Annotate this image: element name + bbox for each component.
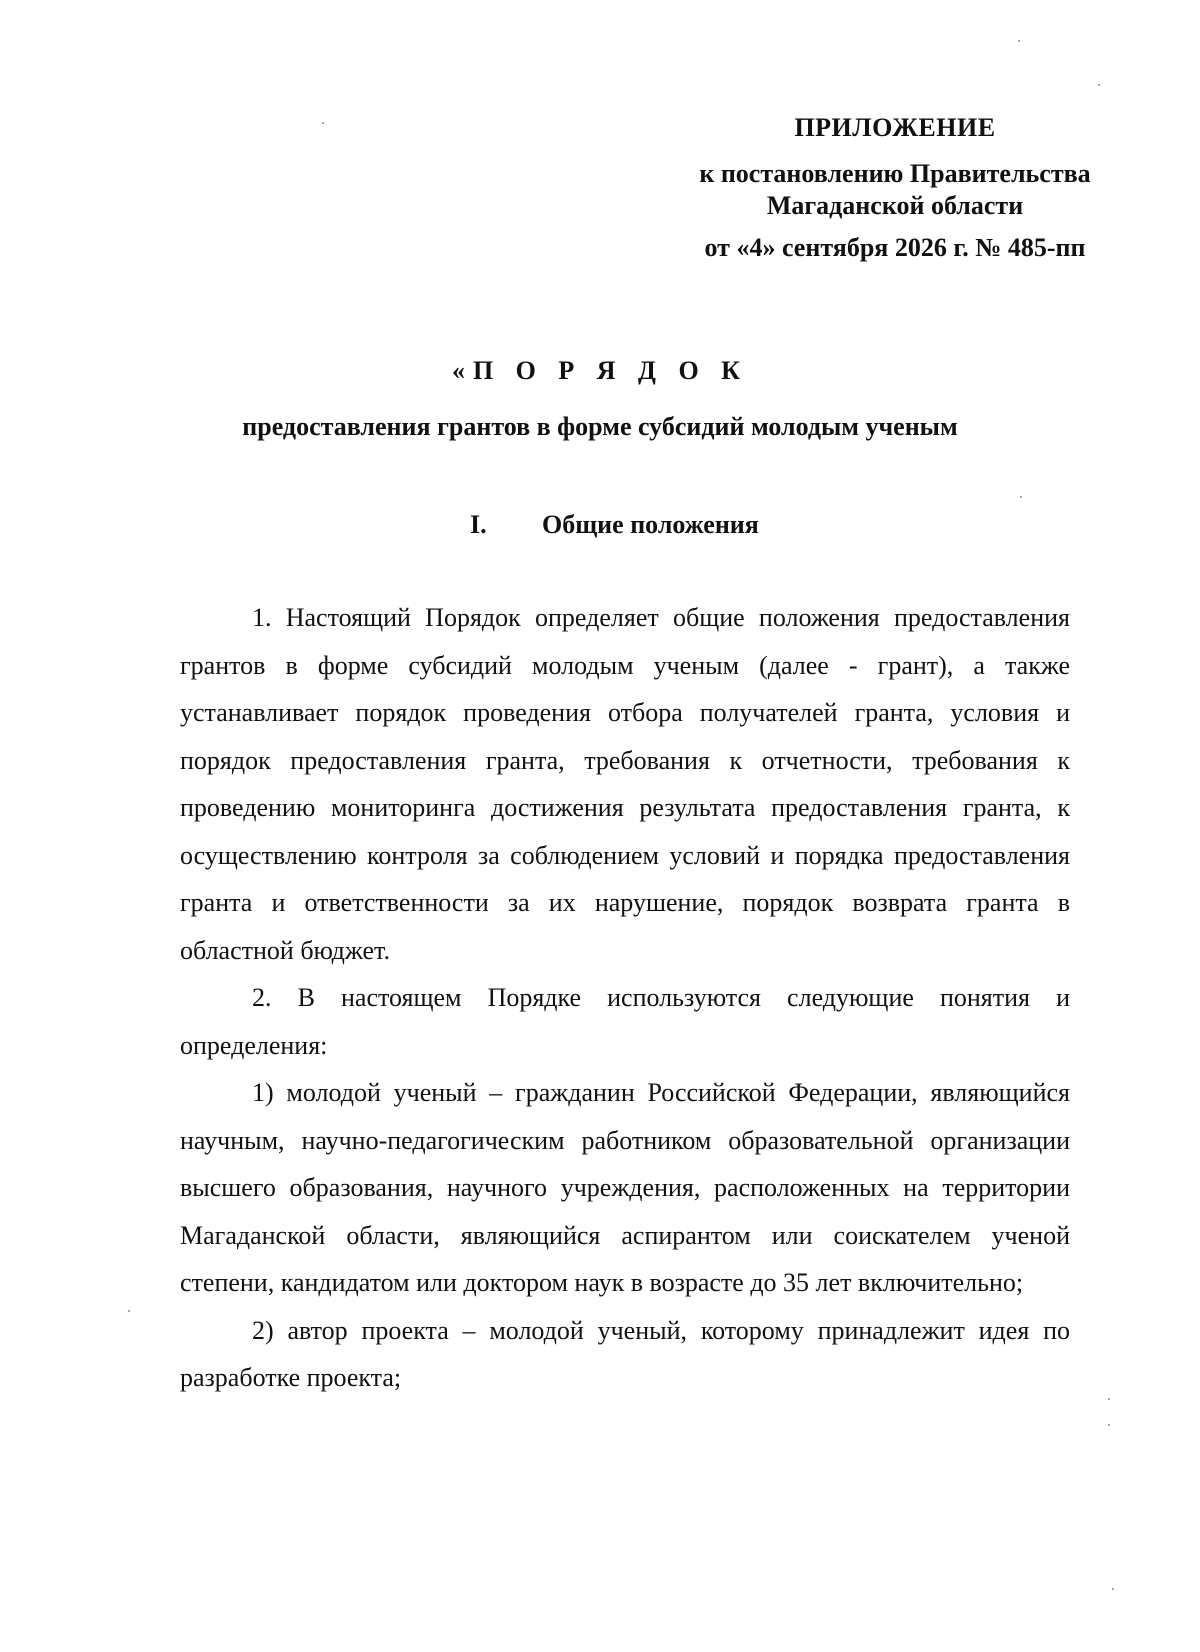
- body-text: [180, 594, 1070, 1402]
- scan-speck: [1020, 496, 1022, 498]
- paragraph-2-item-2: 2) автор проекта – молодой ученый, которому принадлежит идея по разработке проекта;: [180, 1315, 1070, 1392]
- section-number: I.: [470, 510, 487, 539]
- scan-speck: [322, 122, 324, 124]
- scan-speck: [128, 1310, 130, 1312]
- paragraph-2-item-1: 1) молодой ученый – гражданин Российской Федерации, являющийся научным, научно-педагогическим работником образовательной организации высшего образования, научного учреждения, расположенных на территории Магаданской области, являющийся аспирантом или соискателем ученой степени, кандидатом или доктором наук в возрасте до 35 лет включительно;: [180, 1078, 1070, 1297]
- section-title: Общие положения: [542, 510, 759, 539]
- appendix-block: [660, 112, 1130, 264]
- appendix-line-region: Магаданской области: [766, 191, 1024, 220]
- document-title: «П О Р Я Д О К: [451, 356, 749, 385]
- scan-speck: [1098, 84, 1100, 86]
- scan-speck: [1108, 1424, 1110, 1426]
- paragraph-2: 2. В настоящем Порядке используются следующие понятия и определения:: [180, 983, 1070, 1060]
- scan-speck: [1108, 1398, 1110, 1400]
- appendix-line-date-number: от «4» сентября 2026 г. № 485-пп: [704, 233, 1086, 262]
- appendix-title: ПРИЛОЖЕНИЕ: [794, 113, 996, 142]
- document-subtitle: предоставления грантов в форме субсидий молодым ученым: [242, 412, 958, 441]
- section-heading: [470, 510, 759, 540]
- appendix-line-resolution: к постановлению Правительства: [699, 159, 1091, 188]
- scan-speck: [1112, 1588, 1114, 1590]
- scan-speck: [1018, 40, 1020, 42]
- paragraph-1: 1. Настоящий Порядок определяет общие положения предоставления грантов в форме субсидий молодым ученым (далее - грант), а также устанавливает порядок проведения отбора получателей гранта, условия и порядок предоставления гранта, требования к отчетности, требования к проведению мониторинга достижения результата предоставления гранта, к осуществлению контроля за соблюдением условий и порядка предоставления гранта и ответственности за их нарушение, порядок возврата гранта в областной бюджет.: [180, 603, 1070, 965]
